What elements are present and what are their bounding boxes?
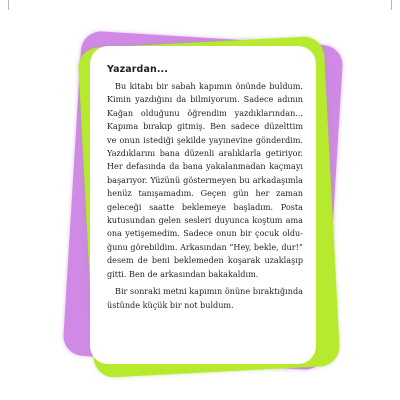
text-card: [90, 46, 316, 364]
story-paragraph-2: Bir sonraki metni kapımın önüne bıraktığında üstünde küçük bir not buldum.: [107, 286, 303, 310]
crop-mark-right: [391, 0, 392, 10]
story-title: Yazardan...: [107, 64, 168, 75]
crop-mark-left: [8, 0, 9, 10]
story-paragraph-1: Bu kitabı bir sabah kapımın önünde buldum. Kimin yazdığını da bilmiyorum. Sadece adının Kağan olduğunu öğrendim yazdıklarından... Kapıma bırakıp gitmiş. Ben sadece düzelttim ve onun istediği şekilde yayınevine gönderdim. Yazdıklarını bana düzenli aralıklarla getiriyor. Her defasında da bana yakalanmadan kaçmayı başarıyor. Yüzünü göstermeyen bu arkadaşımla henüz tanışamadım. Geçen gün her zaman geleceği saatte beklemeye başladım. Posta kutusundan gelen sesleri duyunca koştum ama ona yetişemedim. Sadece onun bir çocuk olduğunu görebildim. Arkasından “Hey, bekle, dur!” desem de beni beklemeden koşarak uzaklaşıp gitti. Ben de arkasından bakakaldım.: [107, 81, 303, 279]
